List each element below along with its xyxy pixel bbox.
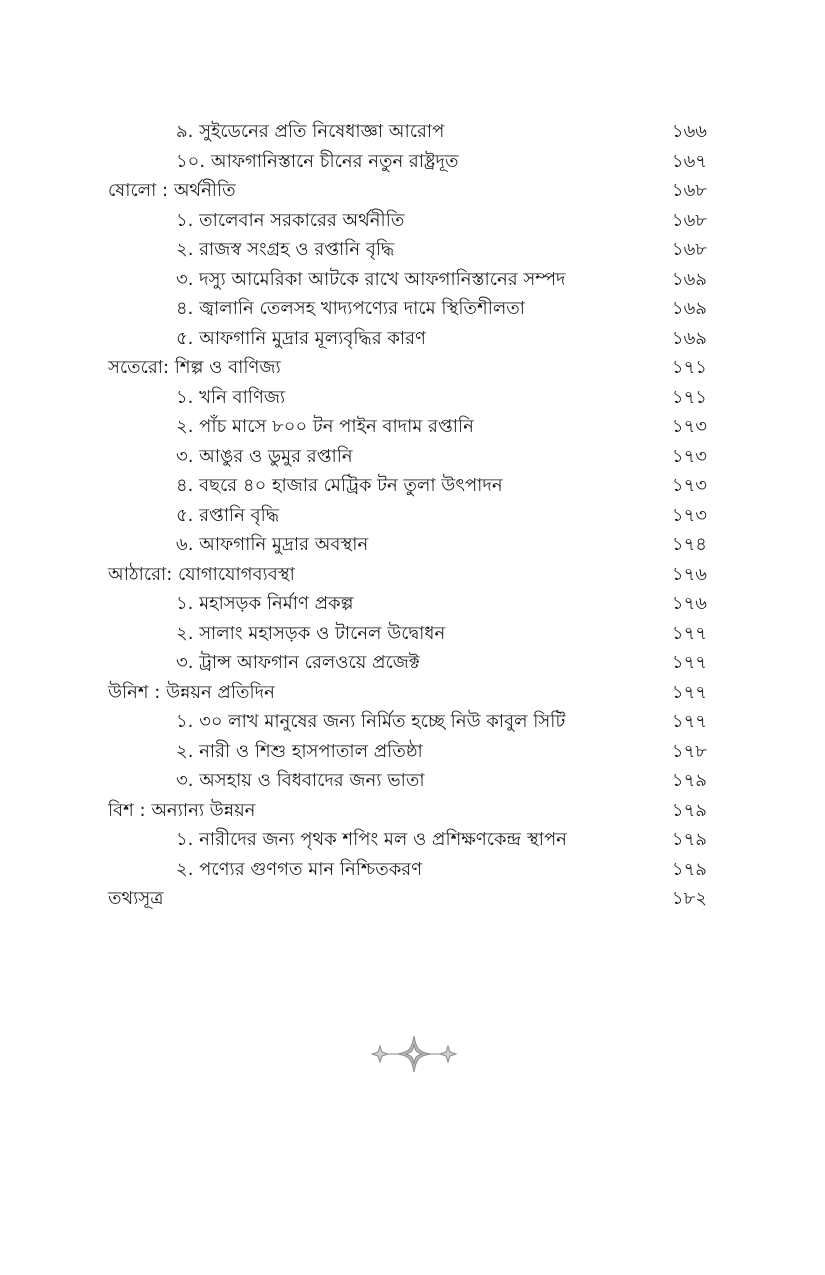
toc-page-number: ১৭৩ [671, 416, 707, 437]
toc-entry-label: ২. নারী ও শিশু হাসপাতাল প্রতিষ্ঠা [176, 740, 423, 762]
toc-entry-label: ৪. জ্বালানি তেলসহ খাদ্যপণ্যের দামে স্থিতিশীলতা [176, 298, 525, 319]
toc-row[interactable] [0, 265, 825, 295]
toc-entry-label: ৫. আফগানি মুদ্রার মূল্যবৃদ্ধির কারণ [176, 327, 426, 349]
toc-entry-label: ১. মহাসড়ক নির্মাণ প্রকল্প [176, 593, 354, 614]
toc-row[interactable] [0, 147, 825, 177]
toc-page-number: ১৬৯ [671, 268, 707, 290]
toc-page-number: ১৭৭ [671, 681, 707, 703]
toc-entry-label: ১. ৩০ লাখ মানুষের জন্য নির্মিত হচ্ছে নিউ কাবুল সিটি [176, 711, 566, 732]
toc-page-number: ১৭১ [671, 357, 707, 378]
toc-entry-label: ৪. বছরে ৪০ হাজার মেট্রিক টন তুলা উৎপাদন [176, 475, 503, 496]
toc-page-number: ১৬৭ [671, 150, 707, 172]
toc-chapter-label: উনিশ : উন্নয়ন প্রতিদিন [108, 681, 275, 703]
toc-page-number: ১৬৮ [671, 239, 707, 260]
toc-row[interactable] [0, 412, 825, 442]
toc-entry-label: ৬. আফগানি মুদ্রার অবস্থান [176, 534, 369, 555]
toc-page-number: ১৬৮ [671, 209, 707, 231]
toc-row[interactable] [0, 442, 825, 472]
toc-row[interactable] [0, 471, 825, 501]
toc-page-number: ১৭৭ [671, 622, 707, 644]
toc-page-number: ১৮২ [671, 888, 707, 909]
toc-entry-label: ৩. দস্যু আমেরিকা আটকে রাখে আফগানিস্তানের সম্পদ [176, 268, 566, 290]
toc-row[interactable] [0, 619, 825, 649]
toc-row[interactable] [0, 294, 825, 324]
toc-row[interactable] [0, 235, 825, 265]
toc-page-number: ১৭৩ [671, 475, 707, 496]
toc-page-number: ১৭৬ [671, 563, 707, 585]
toc-entry-label: ২. সালাং মহাসড়ক ও টানেল উদ্বোধন [176, 622, 446, 644]
toc-page-number: ১৭৭ [671, 711, 707, 732]
toc-entry-label: ৫. রপ্তানি বৃদ্ধি [176, 504, 280, 526]
toc-row[interactable] [0, 855, 825, 885]
toc-row[interactable] [0, 530, 825, 560]
toc-row[interactable] [0, 501, 825, 531]
toc-row[interactable] [0, 737, 825, 767]
toc-chapter-row[interactable] [0, 353, 825, 383]
toc-page-number: ১৬৮ [671, 180, 707, 201]
toc-entry-label: ২. পণ্যের গুণগত মান নিশ্চিতকরণ [176, 858, 423, 880]
toc-row[interactable] [0, 766, 825, 796]
toc-page-number: ১৭৩ [671, 504, 707, 526]
toc-row[interactable] [0, 383, 825, 413]
toc-chapter-row[interactable] [0, 176, 825, 206]
toc-chapter-row[interactable] [0, 884, 825, 914]
toc-row[interactable] [0, 324, 825, 354]
toc-page-number: ১৭৯ [671, 858, 707, 880]
toc-page-number: ১৭৩ [671, 445, 707, 467]
toc-entry-label: ৯. সুইডেনের প্রতি নিষেধাজ্ঞা আরোপ [176, 121, 445, 142]
toc-entry-label: ২. রাজস্ব সংগ্রহ ও রপ্তানি বৃদ্ধি [176, 239, 395, 260]
toc-page-number: ১৬৯ [671, 298, 707, 319]
toc-page-number: ১৬৬ [671, 121, 707, 142]
toc-page-number: ১৭৯ [671, 770, 707, 791]
toc-page-number: ১৭৪ [671, 534, 707, 555]
star-ornament-icon [366, 1034, 462, 1074]
toc-chapter-label: তথ্যসূত্র [108, 888, 164, 909]
table-of-contents [0, 117, 825, 914]
toc-row[interactable] [0, 707, 825, 737]
toc-chapter-label: ষোলো : অর্থনীতি [108, 180, 236, 201]
toc-entry-label: ১. তালেবান সরকারের অর্থনীতি [176, 209, 405, 231]
toc-chapter-label: আঠারো: যোগাযোগব্যবস্থা [108, 563, 295, 585]
toc-row[interactable] [0, 206, 825, 236]
toc-chapter-row[interactable] [0, 796, 825, 826]
toc-row[interactable] [0, 648, 825, 678]
toc-entry-label: ৩. অসহায় ও বিধবাদের জন্য ভাতা [176, 770, 425, 791]
toc-row[interactable] [0, 117, 825, 147]
toc-entry-label: ২. পাঁচ মাসে ৮০০ টন পাইন বাদাম রপ্তানি [176, 416, 474, 437]
toc-page-number: ১৭৭ [671, 652, 707, 673]
toc-chapter-label: সতেরো: শিল্প ও বাণিজ্য [108, 357, 281, 378]
toc-page-number: ১৭৮ [671, 740, 707, 762]
toc-entry-label: ১০. আফগানিস্তানে চীনের নতুন রাষ্ট্রদূত [176, 150, 459, 172]
toc-row[interactable] [0, 589, 825, 619]
toc-page-number: ১৬৯ [671, 327, 707, 349]
toc-entry-label: ১. নারীদের জন্য পৃথক শপিং মল ও প্রশিক্ষণকেন্দ্র স্থাপন [176, 829, 567, 850]
toc-entry-label: ৩. ট্রান্স আফগান রেলওয়ে প্রজেক্ট [176, 652, 420, 673]
toc-page-number: ১৭৬ [671, 593, 707, 614]
toc-chapter-label: বিশ : অন্যান্য উন্নয়ন [108, 799, 256, 821]
toc-chapter-row[interactable] [0, 678, 825, 708]
toc-page-number: ১৭১ [671, 386, 707, 408]
toc-entry-label: ১. খনি বাণিজ্য [176, 386, 286, 408]
toc-page-number: ১৭৯ [671, 829, 707, 850]
toc-entry-label: ৩. আঙুর ও ডুমুর রপ্তানি [176, 445, 353, 467]
toc-page-number: ১৭৯ [671, 799, 707, 821]
toc-chapter-row[interactable] [0, 560, 825, 590]
toc-row[interactable] [0, 825, 825, 855]
